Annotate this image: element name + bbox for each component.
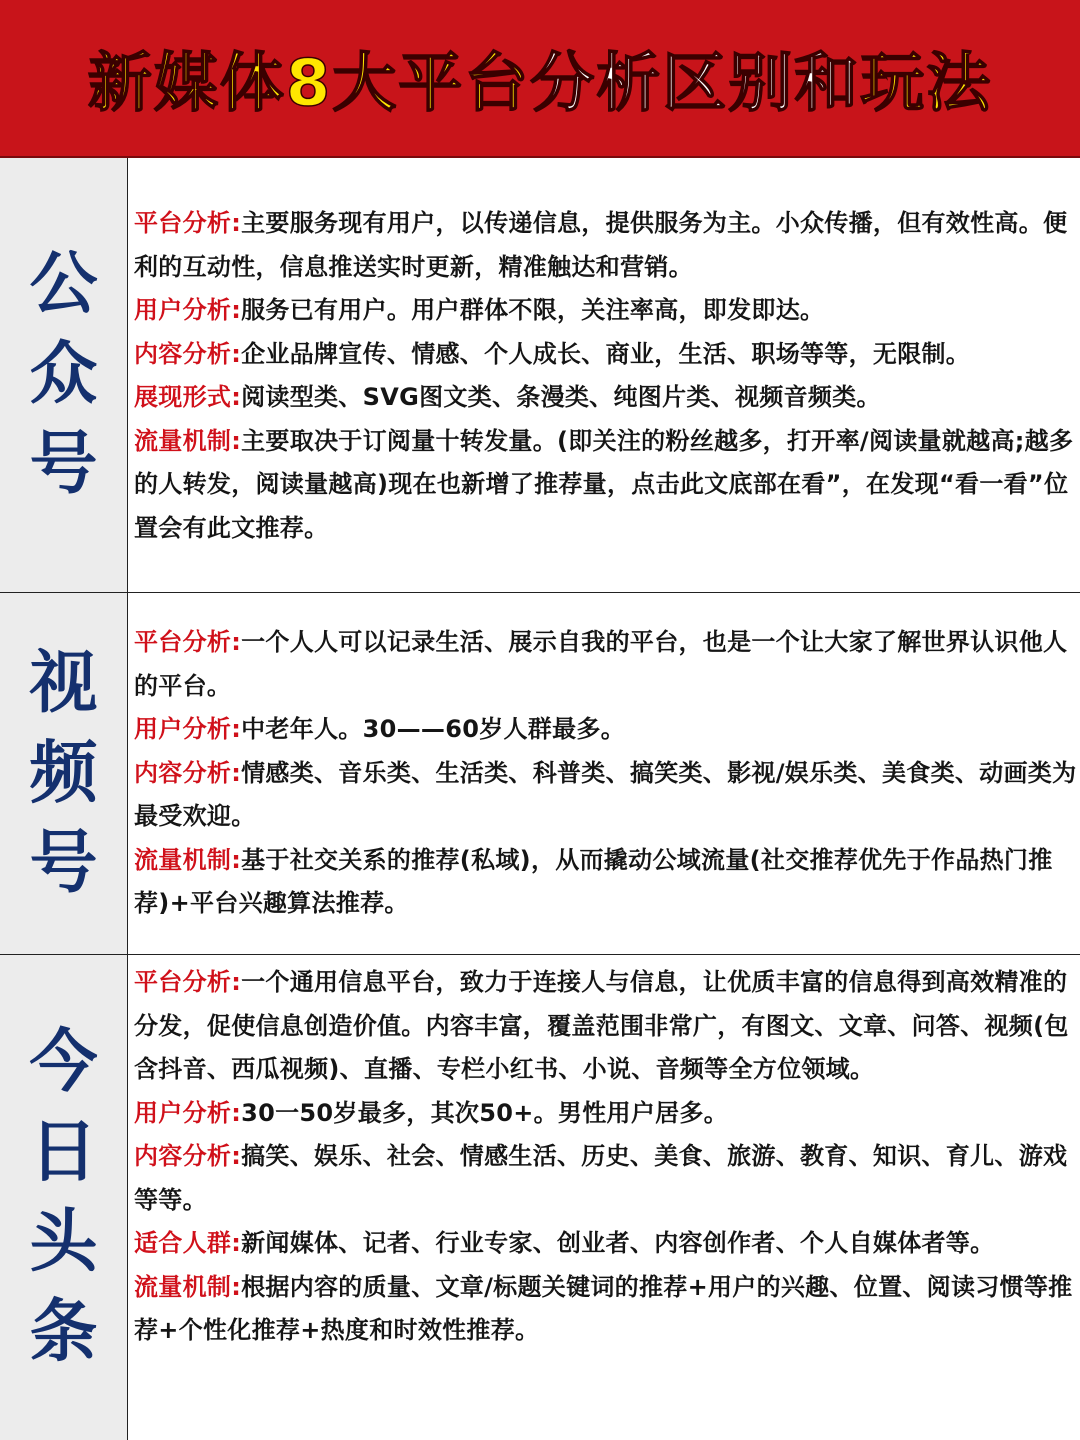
row-label: 展现形式: — [134, 383, 242, 411]
row-label: 适合人群: — [134, 1229, 242, 1257]
section-jinritoutiao — [0, 955, 1080, 1440]
row-text: 一个通用信息平台，致力于连接人与信息，让优质丰富的信息得到高效精准的分发，促使信息创造价值。内容丰富，覆盖范围非常广，有图文、文章、问答、视频(包含抖音、西瓜视频)、直播、专栏小红书、小说、音频等全方位领域。 — [134, 968, 1069, 1083]
row-label: 用户分析: — [134, 296, 242, 324]
row-text: 企业品牌宣传、情感、个人成长、商业，生活、职场等等，无限制。 — [241, 339, 971, 368]
row-label: 内容分析: — [134, 339, 242, 368]
row-user-analysis — [134, 1092, 1080, 1136]
row-text: 基于社交关系的推荐(私域)，从而撬动公域流量(社交推荐优先于作品热门推荐)+平台兴趣算法推荐。 — [134, 845, 1053, 917]
section-gongzhonghao — [0, 158, 1080, 593]
row-display-format — [134, 376, 1080, 420]
row-label: 平台分析: — [134, 968, 242, 996]
row-label: 流量机制: — [134, 426, 242, 455]
row-traffic-mechanism — [134, 420, 1080, 551]
title-part-3: 玩法 — [860, 47, 993, 121]
row-label: 内容分析: — [134, 1142, 242, 1170]
label-char: 条 — [29, 1292, 98, 1372]
row-label: 平台分析: — [134, 209, 242, 237]
row-traffic-mechanism — [134, 839, 1080, 926]
row-text: 一个人人可以记录生活、展示自我的平台，也是一个让大家了解世界认识他人的平台。 — [134, 628, 1068, 700]
row-label: 用户分析: — [134, 715, 242, 743]
label-char: 号 — [29, 823, 98, 903]
label-char: 号 — [29, 425, 98, 504]
section-label — [0, 158, 128, 592]
row-content-analysis — [134, 752, 1080, 839]
title-part-1: 新媒体8大平台 — [87, 47, 531, 121]
row-platform-analysis — [134, 961, 1080, 1092]
section-content — [134, 202, 1080, 550]
row-text: 主要取决于订阅量十转发量。(即关注的粉丝越多，打开率/阅读量就越高;越多的人转发，阅读量越高)现在也新增了推荐量，点击此文底部在看”，在发现“看一看”位置会有此文推荐。 — [134, 426, 1074, 542]
row-label: 平台分析: — [134, 628, 242, 656]
row-target-audience — [134, 1222, 1080, 1266]
label-char: 公 — [29, 245, 98, 324]
row-platform-analysis — [134, 202, 1080, 289]
row-text: 中老年人。30——60岁人群最多。 — [241, 715, 626, 743]
section-content — [134, 961, 1080, 1353]
row-label: 流量机制: — [134, 845, 242, 874]
label-char: 众 — [29, 335, 98, 414]
section-label — [0, 955, 128, 1440]
row-content-analysis — [134, 333, 1080, 377]
row-label: 用户分析: — [134, 1098, 242, 1127]
row-text: 新闻媒体、记者、行业专家、创业者、内容创作者、个人自媒体者等。 — [241, 1229, 995, 1257]
page-header — [0, 0, 1080, 158]
label-char: 视 — [29, 643, 98, 723]
page-title — [88, 32, 993, 124]
row-text: 根据内容的质量、文章/标题关键词的推荐+用户的兴趣、位置、阅读习惯等推荐+个性化推荐+热度和时效性推荐。 — [134, 1272, 1073, 1344]
row-text: 阅读型类、SVG图文类、条漫类、纯图片类、视频音频类。 — [241, 383, 881, 411]
row-text: 情感类、音乐类、生活类、科普类、搞笑类、影视/娱乐类、美食类、动画类为最受欢迎。 — [134, 758, 1077, 830]
row-label: 流量机制: — [134, 1272, 242, 1301]
label-char: 头 — [29, 1202, 98, 1282]
row-label: 内容分析: — [134, 758, 242, 787]
title-part-2: 分析区别和 — [530, 47, 861, 121]
section-label — [0, 593, 128, 954]
row-user-analysis — [134, 289, 1080, 333]
label-char: 频 — [29, 733, 98, 813]
row-text: 搞笑、娱乐、社会、情感生活、历史、美食、旅游、教育、知识、育儿、游戏等等。 — [134, 1142, 1068, 1214]
row-text: 主要服务现有用户，以传递信息，提供服务为主。小众传播，但有效性高。便利的互动性，信息推送实时更新，精准触达和营销。 — [134, 209, 1068, 281]
section-content — [134, 621, 1080, 926]
row-platform-analysis — [134, 621, 1080, 708]
label-char: 今 — [29, 1022, 98, 1102]
label-char: 日 — [29, 1112, 98, 1192]
row-user-analysis — [134, 708, 1080, 752]
row-text: 30一50岁最多，其次50+。男性用户居多。 — [241, 1098, 729, 1127]
row-traffic-mechanism — [134, 1266, 1080, 1353]
row-text: 服务已有用户。用户群体不限，关注率高，即发即达。 — [241, 296, 825, 324]
section-shipinhao — [0, 593, 1080, 955]
row-content-analysis — [134, 1135, 1080, 1222]
